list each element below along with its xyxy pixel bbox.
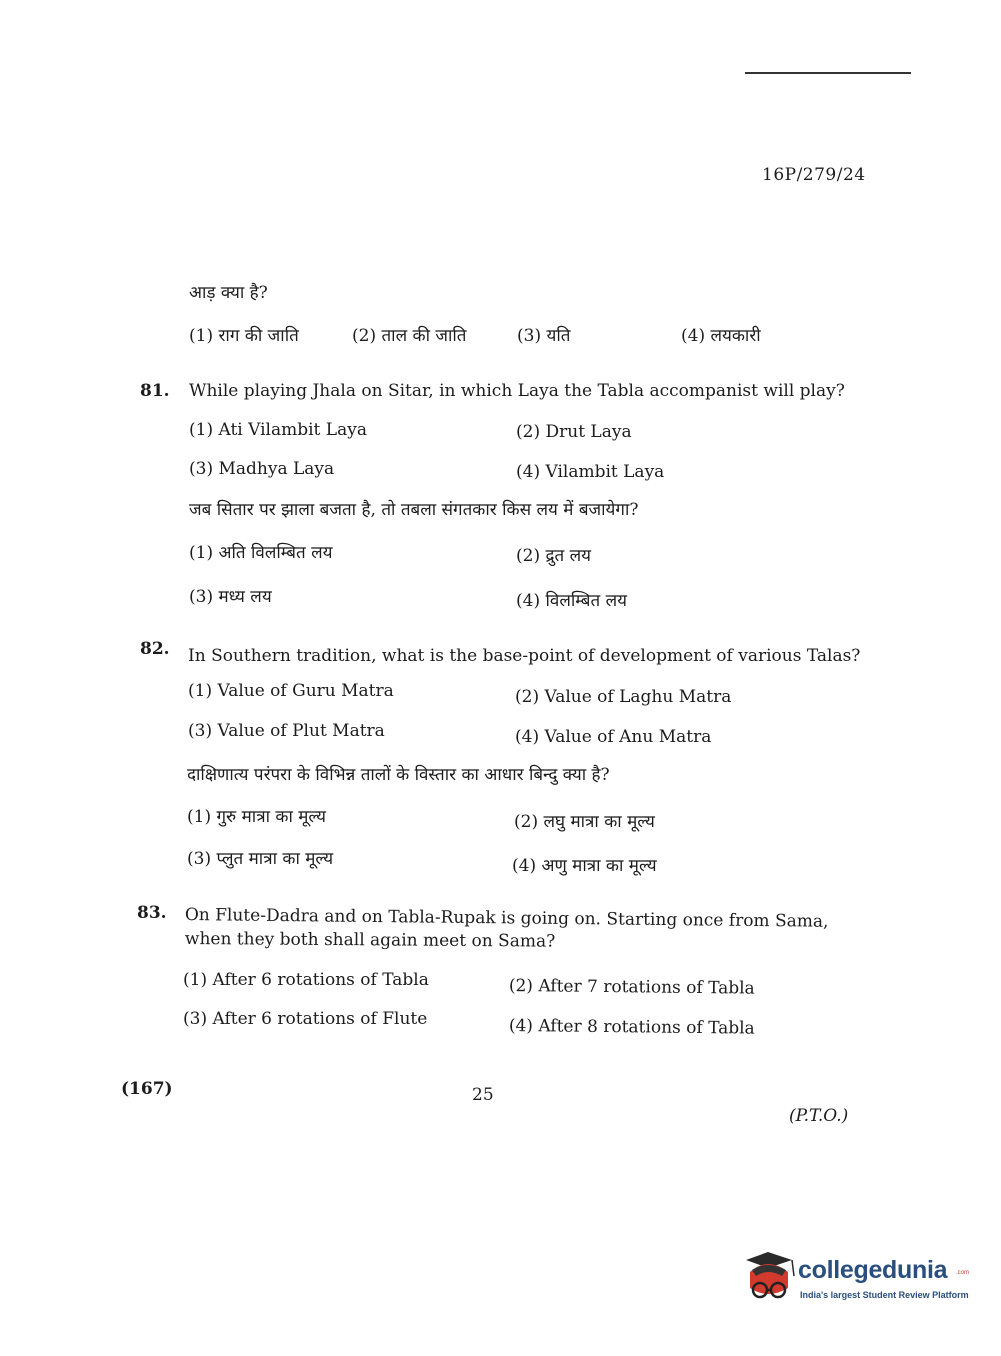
logo-wordmark: collegedunia [798,1256,948,1284]
q81-option-2: (2) Drut Laya [516,422,632,442]
footer-code: (167) [121,1079,173,1099]
q81-hindi-option-4: (4) विलम्बित लय [516,591,627,611]
q82-option-4: (4) Value of Anu Matra [515,727,712,747]
q81-option-3: (3) Madhya Laya [189,459,335,479]
q82-hindi-option-3: (3) प्लुत मात्रा का मूल्य [187,849,334,869]
q81-option-1: (1) Ati Vilambit Laya [189,420,367,440]
logo-suffix: .com [956,1270,970,1276]
prev-option-1: (1) राग की जाति [189,326,299,346]
prev-question-hindi: आड़ क्या है? [189,283,268,303]
q82-hindi-option-4: (4) अणु मात्रा का मूल्य [512,856,657,876]
mascot-icon [742,1250,800,1312]
q82-option-2: (2) Value of Laghu Matra [515,687,732,707]
booklet-code: 16P/279/24 [762,165,866,185]
question-82-hindi: दाक्षिणात्य परंपरा के विभिन्न तालों के विस्तार का आधार बिन्दु क्या है? [187,765,610,785]
q81-option-4: (4) Vilambit Laya [516,462,665,482]
q82-hindi-option-1: (1) गुरु मात्रा का मूल्य [187,807,327,827]
q83-option-3: (3) After 6 rotations of Flute [183,1009,428,1029]
prev-option-2: (2) ताल की जाति [352,326,467,346]
q81-hindi-option-3: (3) मध्य लय [189,587,272,607]
logo-tagline: India's largest Student Review Platform [800,1290,969,1300]
question-81-text: While playing Jhala on Sitar, in which Laya the Tabla accompanist will play? [189,381,845,401]
prev-option-4: (4) लयकारी [681,326,761,346]
pto-label: (P.T.O.) [789,1106,849,1126]
q83-option-4: (4) After 8 rotations of Tabla [508,1016,755,1039]
q81-hindi-option-1: (1) अति विलम्बित लय [189,543,333,563]
q83-option-2: (2) After 7 rotations of Tabla [508,976,755,999]
prev-option-3: (3) यति [517,326,571,346]
question-number-83: 83. [137,903,167,923]
header-rule [745,72,911,74]
q81-hindi-option-2: (2) द्रुत लय [516,546,591,566]
question-82-text: In Southern tradition, what is the base-point of development of various Talas? [188,646,861,666]
question-81-hindi: जब सितार पर झाला बजता है, तो तबला संगतकार किस लय में बजायेगा? [189,500,639,520]
question-number-81: 81. [140,381,170,401]
question-number-82: 82. [140,639,170,659]
q83-option-1: (1) After 6 rotations of Tabla [183,970,429,990]
q82-hindi-option-2: (2) लघु मात्रा का मूल्य [514,812,655,832]
collegedunia-logo [742,1250,972,1320]
question-83-line-1: On Flute-Dadra and on Tabla-Rupak is going on. Starting once from Sama, [184,905,829,932]
q82-option-1: (1) Value of Guru Matra [188,681,394,701]
question-83-line-2: when they both shall again meet on Sama? [184,929,556,952]
q82-option-3: (3) Value of Plut Matra [188,721,385,741]
page-number: 25 [472,1085,494,1105]
